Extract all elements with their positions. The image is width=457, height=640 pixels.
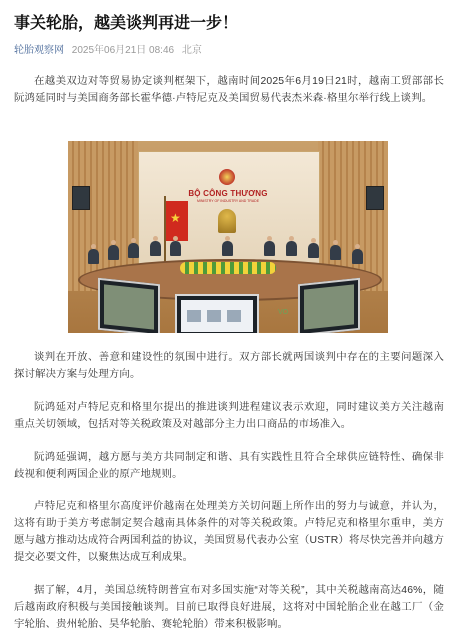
attendee bbox=[150, 241, 161, 256]
video-tile bbox=[227, 310, 241, 322]
video-screen-main bbox=[175, 294, 259, 333]
wall-screen-right bbox=[366, 186, 384, 210]
paragraph-2: 谈判在开放、善意和建设性的氛围中进行。双方部长就两国谈判中存在的主要问题深入探讨解决方案与处理方向。 bbox=[14, 352, 444, 380]
ministry-name: BỘ CÔNG THƯƠNG bbox=[188, 189, 268, 198]
attendee bbox=[222, 241, 233, 256]
attendee bbox=[330, 245, 341, 260]
video-tile bbox=[187, 310, 201, 322]
screen-text: VO bbox=[278, 309, 289, 316]
article-title: 事关轮胎，越美谈判再进一步！ bbox=[14, 15, 239, 32]
video-screen-left bbox=[98, 278, 160, 333]
paragraph-5: 卢特尼克和格里尔高度评价越南在处理美方关切问题上所作出的努力与诚意，并认为，这将有助于美方考虑制定契合越南具体条件的对等关税政策。卢特尼克和格里尔重申，美方愿与越方推动达成符合两国利益的协议，美国贸易代表办公室（USTR）将尽快完善并向越方提交必要文件，以聚焦达成互利成果。 bbox=[14, 501, 444, 563]
attendee bbox=[308, 243, 319, 258]
meeting-photo bbox=[68, 141, 388, 333]
article-meta bbox=[14, 41, 202, 56]
source-link[interactable]: 轮胎观察网 bbox=[14, 45, 64, 56]
video-tile bbox=[207, 310, 221, 322]
publish-location: 北京 bbox=[181, 45, 202, 56]
attendee bbox=[170, 241, 181, 256]
attendee bbox=[352, 249, 363, 264]
attendee bbox=[88, 249, 99, 264]
paragraph-3: 阮鸿延对卢特尼克和格里尔提出的推进谈判进程建议表示欢迎，同时建议美方关注越南重点关切领域，包括对等关税政策及对越部分主力出口商品的市场准入。 bbox=[14, 402, 444, 430]
paragraph-6: 据了解，4月，美国总统特朗普宣布对多国实施“对等关税”，其中关税越南高达46%，随后越南政府积极与美国接触谈判。目前已取得良好进展，这将对中国轮胎企业在越工厂（金宇轮胎、贵州轮胎、昊华轮胎、赛轮轮胎）带来积极影响。 bbox=[14, 585, 444, 630]
national-emblem-icon bbox=[219, 169, 235, 185]
bust-statue bbox=[218, 209, 236, 233]
wall-screen-left bbox=[72, 186, 90, 210]
attendee bbox=[128, 243, 139, 258]
flower-arrangement bbox=[180, 262, 276, 274]
vietnam-flag-icon: ★ bbox=[166, 201, 188, 241]
publish-date: 2025年06月21日 08:46 bbox=[71, 45, 175, 56]
paragraph-1: 在越美双边对等贸易协定谈判框架下，越南时间2025年6月19日21时，越南工贸部部长阮鸿延同时与美国商务部长霍华德·卢特尼克及美国贸易代表杰米森·格里尔举行线上谈判。 bbox=[14, 76, 444, 104]
ministry-subtitle: MINISTRY OF INDUSTRY AND TRADE bbox=[196, 199, 260, 203]
paragraph-4: 阮鸿延强调，越方愿与美方共同制定和谐、具有实践性且符合全球供应链特性、确保非歧视和便利两国企业的原产地规则。 bbox=[14, 452, 444, 480]
video-screen-right bbox=[298, 278, 360, 333]
attendee bbox=[108, 245, 119, 260]
attendee bbox=[286, 241, 297, 256]
attendee bbox=[264, 241, 275, 256]
